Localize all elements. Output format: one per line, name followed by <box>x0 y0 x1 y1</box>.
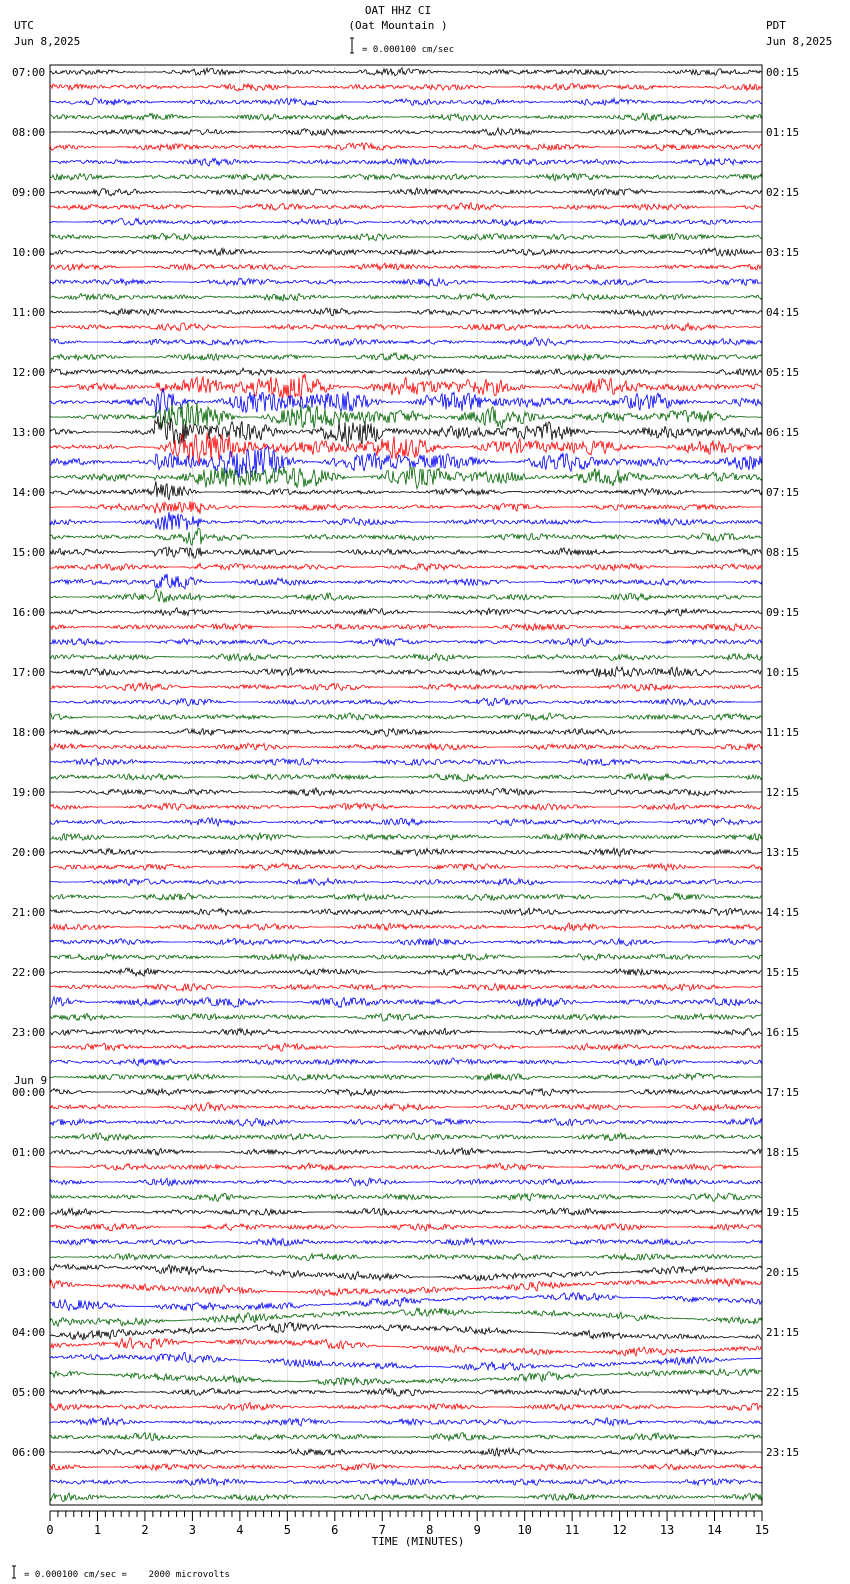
seismic-trace <box>50 467 762 489</box>
seismic-trace <box>50 368 762 375</box>
seismic-trace <box>50 1322 762 1340</box>
seismic-trace <box>50 818 762 826</box>
pdt-hour-label: 14:15 <box>766 906 800 919</box>
left-date: Jun 8,2025 <box>14 35 81 48</box>
left-timezone: UTC <box>14 19 34 32</box>
seismic-trace <box>50 908 762 915</box>
seismic-trace <box>50 1369 762 1385</box>
pdt-hour-label: 23:15 <box>766 1446 800 1459</box>
seismic-trace <box>50 758 762 766</box>
pdt-hour-label: 20:15 <box>766 1266 800 1279</box>
pdt-hour-label: 18:15 <box>766 1146 800 1159</box>
pdt-hour-label: 16:15 <box>766 1026 800 1039</box>
utc-hour-label: 20:00 <box>12 846 46 859</box>
seismic-trace <box>50 308 762 316</box>
utc-hour-label: 13:00 <box>12 426 46 439</box>
utc-hour-label: 18:00 <box>12 726 46 739</box>
seismic-trace <box>50 248 762 256</box>
utc-hour-label: 10:00 <box>12 246 46 259</box>
seismic-trace <box>50 188 762 196</box>
seismic-trace <box>50 1148 762 1155</box>
station-location: (Oat Mountain ) <box>348 19 448 32</box>
utc-hour-label: 22:00 <box>12 966 46 979</box>
pdt-hour-label: 12:15 <box>766 786 800 799</box>
pdt-hour-label: 06:15 <box>766 426 800 439</box>
seismic-trace <box>50 638 762 646</box>
seismic-trace <box>50 1163 762 1170</box>
utc-hour-label: 01:00 <box>12 1146 46 1159</box>
utc-hour-label: 09:00 <box>12 186 46 199</box>
seismic-trace <box>50 294 762 301</box>
utc-hour-label: 04:00 <box>12 1326 46 1339</box>
utc-hour-label: 06:00 <box>12 1446 46 1459</box>
seismic-trace <box>50 833 762 840</box>
seismic-trace <box>50 1073 762 1080</box>
seismic-trace <box>50 878 762 885</box>
scale-bar-icon <box>350 38 354 53</box>
seismic-trace <box>50 574 762 589</box>
pdt-hour-label: 09:15 <box>766 606 800 619</box>
x-tick-label: 10 <box>517 1523 532 1537</box>
seismic-trace <box>50 1089 762 1096</box>
seismic-trace <box>50 547 762 558</box>
x-tick-label: 6 <box>331 1523 339 1537</box>
seismic-trace <box>50 501 762 514</box>
seismic-trace <box>50 848 762 856</box>
seismic-trace <box>50 984 762 992</box>
pdt-hour-label: 10:15 <box>766 666 800 679</box>
pdt-hour-label: 22:15 <box>766 1386 800 1399</box>
seismic-trace <box>50 233 762 241</box>
seismic-trace <box>50 1352 762 1370</box>
seismic-trace <box>50 1193 762 1201</box>
x-tick-label: 2 <box>141 1523 149 1537</box>
seismic-trace <box>50 512 762 530</box>
utc-hour-label: 21:00 <box>12 906 46 919</box>
x-tick-label: 1 <box>93 1523 102 1537</box>
seismic-trace <box>50 1338 762 1356</box>
seismic-trace <box>50 1264 762 1280</box>
traces <box>50 68 762 1502</box>
seismic-trace <box>50 173 762 180</box>
seismic-trace <box>50 653 762 661</box>
seismic-trace <box>50 803 762 810</box>
seismic-trace <box>50 143 762 151</box>
utc-hour-label: 03:00 <box>12 1266 46 1279</box>
seismic-trace <box>50 923 762 931</box>
seismic-trace <box>50 1118 762 1126</box>
seismic-trace <box>50 997 762 1008</box>
pdt-hour-label: 00:15 <box>766 66 800 79</box>
seismic-trace <box>50 1448 762 1456</box>
x-tick-label: 15 <box>754 1523 770 1537</box>
seismic-trace <box>50 433 762 464</box>
seismic-trace <box>50 1388 762 1396</box>
seismic-trace <box>50 729 762 737</box>
seismic-trace <box>50 203 762 211</box>
utc-hour-label: 17:00 <box>12 666 46 679</box>
seismic-trace <box>50 788 762 796</box>
pdt-hour-label: 17:15 <box>766 1086 800 1099</box>
seismic-trace <box>50 1433 762 1441</box>
seismic-trace <box>50 1253 762 1260</box>
utc-hour-label: 14:00 <box>12 486 46 499</box>
footer-scale-label: = 0.000100 cm/sec = 2000 microvolts <box>24 1570 230 1580</box>
seismic-trace <box>50 1403 762 1411</box>
pdt-hour-label: 15:15 <box>766 966 800 979</box>
pdt-hour-label: 03:15 <box>766 246 800 259</box>
x-tick-label: 7 <box>378 1523 386 1537</box>
seismic-trace <box>50 353 762 361</box>
seismic-trace <box>50 1028 762 1035</box>
seismic-trace <box>50 1103 762 1111</box>
utc-hour-label: 19:00 <box>12 786 46 799</box>
seismic-trace <box>50 713 762 721</box>
x-tick-label: 8 <box>426 1523 434 1537</box>
utc-hour-label: 00:00 <box>12 1086 46 1099</box>
seismic-trace <box>50 278 762 286</box>
seismic-trace <box>50 529 762 546</box>
seismic-trace <box>50 863 762 870</box>
seismic-trace <box>50 1013 762 1021</box>
seismic-trace <box>50 624 762 631</box>
seismic-trace <box>50 263 762 270</box>
seismic-trace <box>50 113 762 121</box>
seismic-trace <box>50 954 762 961</box>
seismic-trace <box>50 774 762 782</box>
utc-hour-label: 07:00 <box>12 66 46 79</box>
seismic-trace <box>50 1308 762 1326</box>
seismic-trace <box>50 1238 762 1246</box>
seismic-trace <box>50 1418 762 1426</box>
seismic-trace <box>50 1293 762 1311</box>
seismic-trace <box>50 1133 762 1141</box>
seismic-trace <box>50 446 762 478</box>
seismic-trace <box>50 68 762 76</box>
x-tick-label: 5 <box>283 1523 291 1537</box>
seismic-trace <box>50 893 762 900</box>
footer-scale-icon <box>12 1566 16 1578</box>
seismic-trace <box>50 698 762 706</box>
utc-hour-label: 02:00 <box>12 1206 46 1219</box>
x-tick-label: 9 <box>473 1523 481 1537</box>
utc-hour-label: 05:00 <box>12 1386 46 1399</box>
seismic-trace <box>50 1208 762 1216</box>
seismic-trace <box>50 158 762 166</box>
seismic-trace <box>50 338 762 346</box>
right-date: Jun 8,2025 <box>766 35 833 48</box>
seismic-trace <box>50 1178 762 1186</box>
station-title: OAT HHZ CI <box>364 4 432 17</box>
utc-hour-label: 12:00 <box>12 366 46 379</box>
seismic-trace <box>50 608 762 616</box>
seismic-trace <box>50 743 762 750</box>
seismic-trace <box>50 98 762 106</box>
seismic-trace <box>50 683 762 691</box>
utc-hour-label: 11:00 <box>12 306 46 319</box>
x-axis-label: TIME (MINUTES) <box>371 1535 465 1548</box>
pdt-hour-label: 13:15 <box>766 846 800 859</box>
pdt-hour-label: 02:15 <box>766 186 800 199</box>
x-axis <box>46 1511 769 1537</box>
seismic-trace <box>50 218 762 225</box>
right-timezone: PDT <box>766 19 786 32</box>
pdt-hour-label: 11:15 <box>766 726 800 739</box>
pdt-hour-label: 05:15 <box>766 366 800 379</box>
pdt-hour-label: 08:15 <box>766 546 800 559</box>
seismic-trace <box>50 1279 762 1296</box>
utc-hour-label: 15:00 <box>12 546 46 559</box>
seismic-trace <box>50 1043 762 1051</box>
date-change-label: Jun 9 <box>14 1074 48 1087</box>
x-tick-label: 11 <box>564 1523 580 1537</box>
x-tick-label: 14 <box>707 1523 722 1537</box>
seismic-trace <box>50 323 762 331</box>
x-tick-label: 4 <box>236 1523 244 1537</box>
x-tick-label: 13 <box>659 1523 675 1537</box>
pdt-hour-label: 21:15 <box>766 1326 800 1339</box>
x-tick-label: 12 <box>612 1523 627 1537</box>
scale-label: = 0.000100 cm/sec <box>362 45 455 55</box>
seismic-trace <box>50 1224 762 1231</box>
utc-hour-label: 16:00 <box>12 606 46 619</box>
seismic-trace <box>50 1479 762 1486</box>
seismic-trace <box>50 938 762 945</box>
seismic-trace <box>50 1058 762 1066</box>
seismic-trace <box>50 667 762 677</box>
seismic-trace <box>50 84 762 91</box>
seismic-trace <box>50 128 762 135</box>
seismic-trace <box>50 968 762 976</box>
pdt-hour-label: 01:15 <box>766 126 800 139</box>
pdt-hour-label: 04:15 <box>766 306 800 319</box>
utc-hour-label: 08:00 <box>12 126 46 139</box>
seismic-trace <box>50 589 762 603</box>
pdt-hour-label: 07:15 <box>766 486 800 499</box>
utc-hour-label: 23:00 <box>12 1026 46 1039</box>
seismic-trace <box>50 1464 762 1471</box>
x-tick-label: 0 <box>46 1523 54 1537</box>
seismic-trace <box>50 1493 762 1502</box>
seismic-trace <box>50 563 762 571</box>
x-tick-label: 3 <box>188 1523 197 1537</box>
pdt-hour-label: 19:15 <box>766 1206 800 1219</box>
